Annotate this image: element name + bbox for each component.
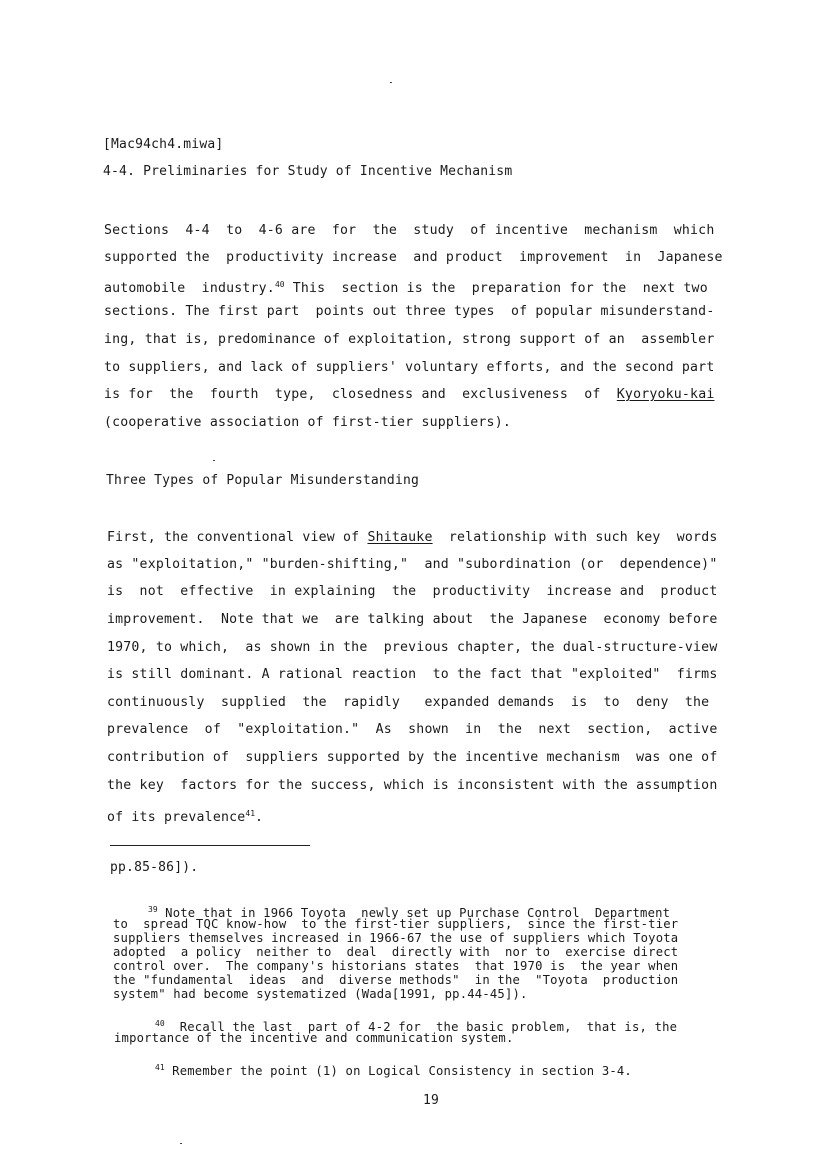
para-line-1 [107, 530, 717, 546]
intro-line-3 [104, 277, 708, 297]
footnote-40-text: Recall the last part of 4-2 for the basic problem, that is, the [164, 1020, 678, 1034]
footnote-ref-41: 41 [245, 809, 256, 818]
file-reference: [Mac94ch4.miwa] [103, 137, 224, 152]
intro-line-6: to suppliers, and lack of suppliers' voluntary efforts, and the second part [104, 360, 715, 375]
para-line-1-end: relationship with such key words [432, 530, 718, 545]
para-line-10: the key factors for the success, which is inconsistent with the assumption [107, 778, 718, 793]
para-line-2: as "exploitation," "burden-shifting," and "subordination (or dependence)" [107, 557, 718, 572]
scan-speck [213, 460, 215, 461]
footnote-39-line-4: adopted a policy neither to deal directly with nor to exercise direct [113, 945, 679, 959]
footnote-separator [110, 845, 310, 846]
intro-line-8: (cooperative association of first-tier suppliers). [104, 415, 511, 430]
footnote-continuation: pp.85-86]). [110, 860, 199, 875]
para-line-1-start: First, the conventional view of [107, 530, 368, 545]
footnote-40-line-2: importance of the incentive and communication system. [114, 1031, 514, 1045]
intro-line-1: Sections 4-4 to 4-6 are for the study of incentive mechanism which [104, 223, 715, 238]
intro-line-5: ing, that is, predominance of exploitation, strong support of an assembler [104, 332, 715, 347]
intro-line-3-end: This section is the preparation for the next two [284, 281, 708, 296]
shitauke-term: Shitauke [367, 530, 433, 545]
footnote-39-line-7: system" had become systematized (Wada[1991, pp.44-45]). [113, 987, 528, 1001]
kyoryoku-kai-term: Kyoryoku-kai [616, 387, 715, 402]
para-line-5: 1970, to which, as shown in the previous chapter, the dual-structure-view [107, 640, 718, 655]
para-line-3: is not effective in explaining the productivity increase and product [107, 584, 718, 599]
footnote-39-line-2: to spread TQC know-how to the first-tier suppliers, since the first-tier [113, 917, 679, 931]
intro-line-7-start: is for the fourth type, closedness and exclusiveness of [104, 387, 617, 402]
para-line-8: prevalence of "exploitation." As shown in the next section, active [107, 722, 718, 737]
footnote-41-line-1 [155, 1061, 632, 1078]
intro-line-2: supported the productivity increase and product improvement in Japanese [104, 250, 723, 265]
intro-line-7 [104, 387, 714, 403]
para-line-11 [107, 806, 263, 826]
para-line-11-start: of its prevalence [107, 810, 246, 825]
intro-line-3-start: automobile industry. [104, 281, 275, 296]
intro-line-4: sections. The first part points out three types of popular misunderstand- [104, 304, 715, 319]
footnote-41-mark: 41 [155, 1063, 165, 1072]
para-line-9: contribution of suppliers supported by the incentive mechanism was one of [107, 750, 718, 765]
footnote-39-text: Note that in 1966 Toyota newly set up Purchase Control Department [157, 906, 671, 920]
page-number: 19 [423, 1093, 440, 1108]
para-line-7: continuously supplied the rapidly expanded demands is to deny the [107, 695, 710, 710]
footnote-39-line-6: the "fundamental ideas and diverse methods" in the "Toyota production [113, 973, 679, 987]
scan-speck [390, 82, 392, 83]
para-line-11-end: . [255, 810, 264, 825]
footnote-ref-40: 40 [274, 280, 285, 289]
scan-speck [180, 1143, 182, 1144]
subheading: Three Types of Popular Misunderstanding [106, 473, 420, 488]
footnote-41-text: Remember the point (1) on Logical Consistency in section 3-4. [164, 1064, 632, 1078]
footnote-40-mark: 40 [155, 1019, 165, 1028]
section-title: 4-4. Preliminaries for Study of Incentive Mechanism [103, 164, 513, 179]
footnote-39-mark: 39 [148, 905, 158, 914]
footnote-39-line-5: control over. The company's historians states that 1970 is the year when [113, 959, 679, 973]
para-line-4: improvement. Note that we are talking about the Japanese economy before [107, 612, 718, 627]
footnote-39-line-3: suppliers themselves increased in 1966-67 the use of suppliers which Toyota [113, 931, 679, 945]
para-line-6: is still dominant. A rational reaction to the fact that "exploited" firms [107, 667, 718, 682]
